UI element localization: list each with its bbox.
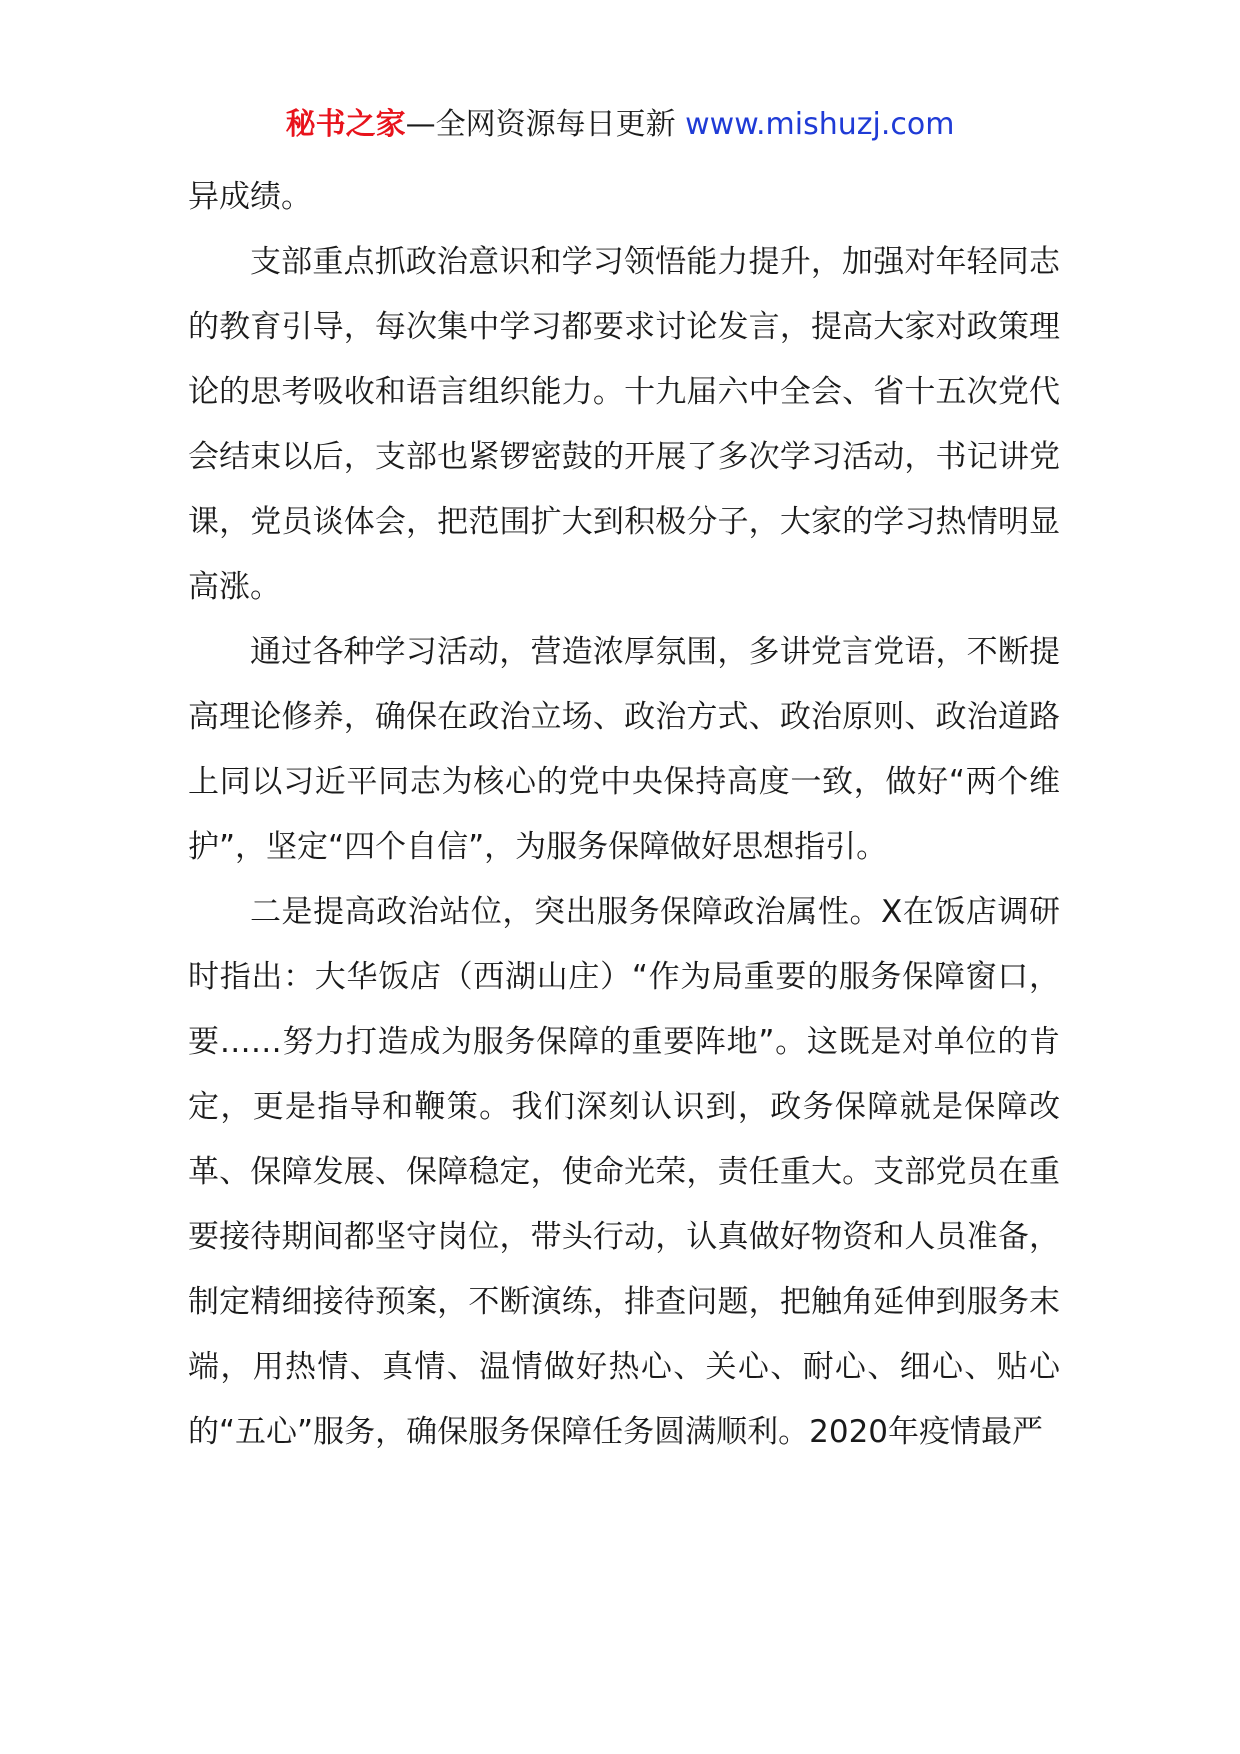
page-header [0,102,1240,148]
header-brand: 秘书之家 [285,107,406,142]
paragraph-political-position: 二是提高政治站位，突出服务保障政治属性。X在饭店调研时指出：大华饭店（西湖山庄）“作为局重要的服务保障窗口，要……努力打造成为服务保障的重要阵地”。这既是对单位的肯定，更是指导和鞭策。我们深刻认识到，政务保障就是保障改革、保障发展、保障稳定，使命光荣，责任重大。支部党员在重要接待期间都坚守岗位，带头行动，认真做好物资和人员准备，制定精细接待预案，不断演练，排查问题，把触角延伸到服务末端，用热情、真情、温情做好热心、关心、耐心、细心、贴心的“五心”服务，确保服务保障任务圆满顺利。2020年疫情最严 [188,894,1060,1450]
paragraph-study-ability: 支部重点抓政治意识和学习领悟能力提升，加强对年轻同志的教育引导，每次集中学习都要求讨论发言，提高大家对政策理论的思考吸收和语言组织能力。十九届六中全会、省十五次党代会结束以后，支部也紧锣密鼓的开展了多次学习活动，书记讲党课，党员谈体会，把范围扩大到积极分子，大家的学习热情明显高涨。 [188,244,1060,605]
document-body [188,165,1060,1465]
paragraph-continuation: 异成绩。 [188,179,312,215]
header-slogan: —全网资源每日更新 [405,107,686,142]
header-url-link[interactable]: www.mishuzj.com [685,107,955,142]
paragraph-study-activities: 通过各种学习活动，营造浓厚氛围，多讲党言党语，不断提高理论修养，确保在政治立场、政治方式、政治原则、政治道路上同以习近平同志为核心的党中央保持高度一致，做好“两个维护”，坚定“四个自信”，为服务保障做好思想指引。 [188,634,1060,865]
